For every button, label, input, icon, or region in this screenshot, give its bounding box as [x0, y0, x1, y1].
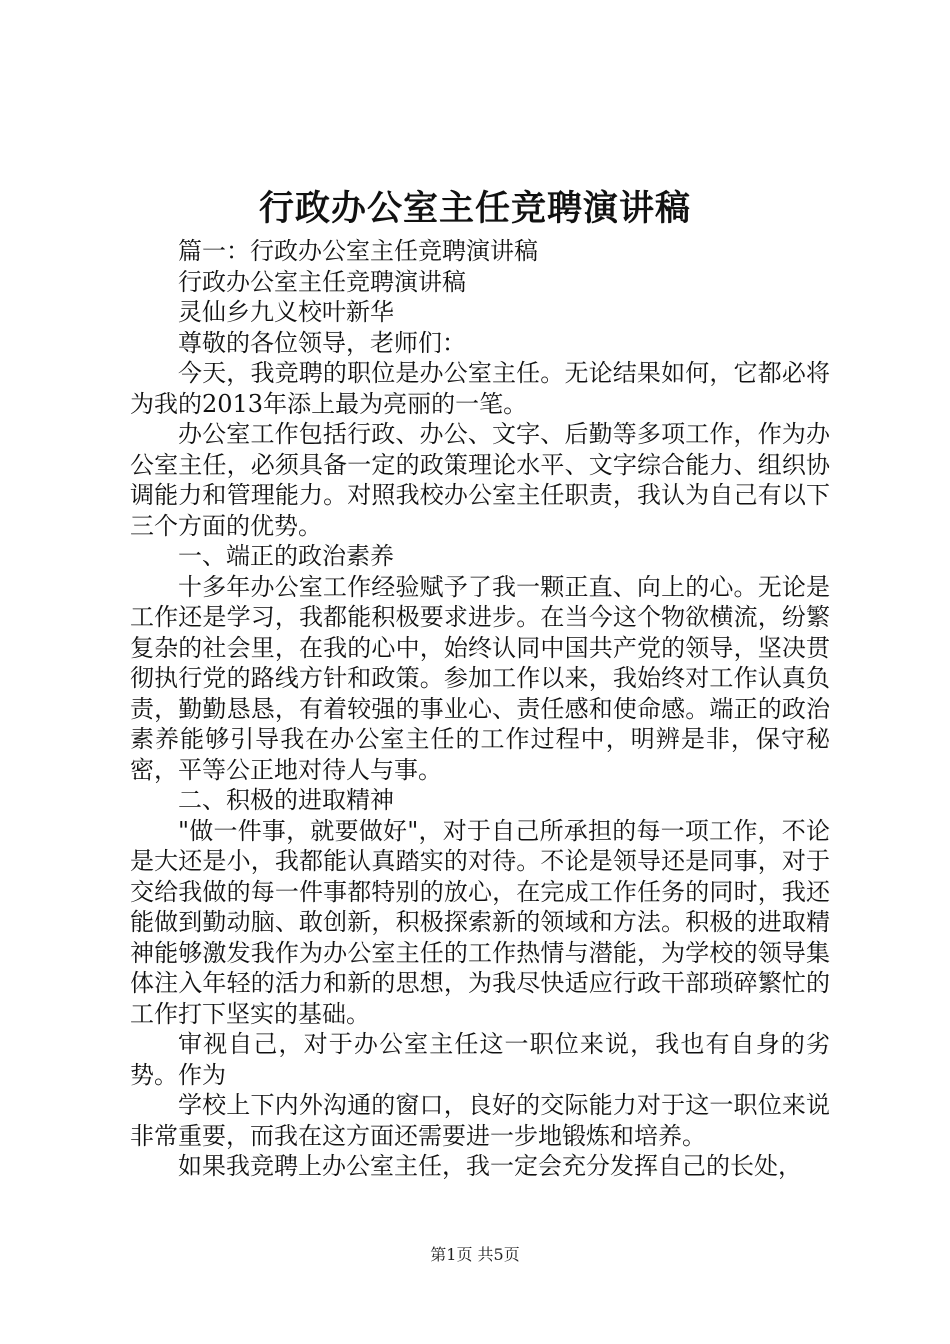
- paragraph-duties: 办公室工作包括行政、办公、文字、后勤等多项工作，作为办公室主任，必须具备一定的政策理论水平、文字综合能力、组织协调能力和管理能力。对照我校办公室主任职责，我认为自己有以下三个方面的优势。: [130, 420, 830, 540]
- paragraph-section-heading: 篇一：行政办公室主任竞聘演讲稿: [178, 237, 538, 265]
- paragraph-intro: 今天，我竞聘的职位是办公室主任。无论结果如何，它都必将为我的2013年添上最为亮丽的一笔。: [130, 359, 830, 418]
- paragraph-political: 十多年办公室工作经验赋予了我一颗正直、向上的心。无论是工作还是学习，我都能积极要求进步。在当今这个物欲横流，纷繁复杂的社会里，在我的心中，始终认同中国共产党的领导，坚决贯彻执行党的路线方针和政策。参加工作以来，我始终对工作认真负责，勤勤恳恳，有着较强的事业心、责任感和使命感。端正的政治素养能够引导我在办公室主任的工作过程中，明辨是非，保守秘密，平等公正地对待人与事。: [130, 572, 830, 784]
- paragraph-communication: 学校上下内外沟通的窗口，良好的交际能力对于这一职位来说非常重要，而我在这方面还需要进一步地锻炼和培养。: [130, 1091, 830, 1150]
- paragraph-conclusion: 如果我竞聘上办公室主任，我一定会充分发挥自己的长处，: [178, 1152, 802, 1180]
- paragraph-heading-political: 一、端正的政治素养: [178, 542, 394, 570]
- page-footer: 第1页 共5页: [430, 1245, 520, 1264]
- paragraph-subtitle: 行政办公室主任竞聘演讲稿: [178, 267, 466, 296]
- document-body: [130, 236, 830, 1182]
- paragraph-author: 灵仙乡九义校叶新华: [178, 298, 394, 326]
- document-title: 行政办公室主任竞聘演讲稿: [258, 188, 691, 229]
- paragraph-progressive: "做一件事，就要做好"，对于自己所承担的每一项工作，不论是大还是小，我都能认真踏实的对待。不论是领导还是同事，对于交给我做的每一件事都特别的放心，在完成工作任务的同时，我还能做到勤动脑、敢创新，积极探索新的领域和方法。积极的进取精神能够激发我作为办公室主任的工作热情与潜能，为学校的领导集体注入年轻的活力和新的思想，为我尽快适应行政干部琐碎繁忙的工作打下坚实的基础。: [130, 816, 830, 1028]
- paragraph-salutation: 尊敬的各位领导，老师们：: [178, 328, 466, 357]
- paragraph-heading-progressive: 二、积极的进取精神: [178, 786, 394, 814]
- paragraph-weakness: 审视自己，对于办公室主任这一职位来说，我也有自身的劣势。作为: [130, 1030, 830, 1089]
